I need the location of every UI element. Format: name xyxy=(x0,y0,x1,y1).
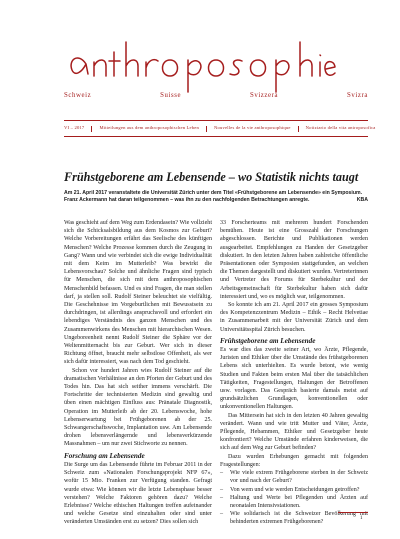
list-item: – Wie viele extrem Frühgeborene sterben in der Schweiz vor und nach der Geburt? xyxy=(220,469,368,485)
separator xyxy=(91,126,92,132)
article-lead xyxy=(64,190,368,204)
lead-initials: KBA xyxy=(356,197,368,204)
country-schweiz: Schweiz xyxy=(64,92,92,99)
section-heading: Forschung am Lebensende xyxy=(64,451,145,460)
question-list xyxy=(220,469,368,526)
issue-line xyxy=(64,125,376,133)
country-svizra: Svizra xyxy=(347,92,368,99)
article-title: Frühstgeborene am Lebensende – wo Statistik nichts taugt xyxy=(64,170,359,184)
anthroposophie-logo xyxy=(66,30,336,94)
paragraph: Was geschieht auf dem Weg zum Erdendasein? Wie vollzieht sich die Schicksalsbildung aus dem Kosmos zur Geburt? Welche Vorbereitungen erfährt das Seelische des künftigen Menschen? Welche Prozesse kommen durch die Zeugung in Gang? Wann und wie verbindet sich die ewige Individualität mit dem Keim im Mutterleib? Was bewirkt die Lebensvorschau? Solche und ähnliche Fragen sind typisch für Menschen, die sich mit dem anthroposophischen Menschenbild befassen. Und es sind Fragen, die man stellen darf, ja stellen soll. Rudolf Steiner beleuchtet sie vielfältig. Die Geschehnisse im Vorgeburtlichen mit Bewusstsein zu durchdringen, ist allerdings anspruchsvoll und erfordert ein lebendiges Verständnis des ganzen Menschen und des Zusammenwirkens des Menschen mit hierarchischen Wesen. Ungeboreenheit nennt Rudolf Steiner die Sphäre vor der Weltenmitternacht bis zur Geburt. Wer sich in dieser Richtung öffnet, braucht mehr selbstlose Offenheit, als wer sich dafür interessiert, was nach dem Tod geschieht. xyxy=(64,220,213,366)
separator xyxy=(298,126,299,132)
section-heading: Frühstgeborene am Lebensende xyxy=(220,336,316,345)
article-column-right xyxy=(220,219,368,526)
issue-line-german: Mitteilungen aus dem anthroposophischen Leben xyxy=(99,125,200,130)
paragraph: Die Surge um das Lebensende führte im Februar 2011 in der Schweiz zum «Nationalen Forschungsprojekt NFP 67», wofür 15 Mio. Franken zur Verfügung standen. Gefragt wurde etwa: Wie können wir die letzte Lebensphase besser verstehen? Welche Faktoren gehören dazu? Welche Erlebnisse? Welche ethischen Haltungen treffen aufeinander und welche Gesetze sind einzuhalten oder sind unter veränderten Umständen erst zu setzen? Dies sollen sich xyxy=(64,461,212,526)
separator xyxy=(206,126,207,132)
paragraph: Dazu wurden Erhebungen gemacht mit folgenden Fragestellungen: xyxy=(220,453,368,468)
masthead-divider-bottom xyxy=(64,136,368,137)
paragraph: So konnte ich am 21. April 2017 ein grosses Symposium des Kompetenzzentrum Medizin – Ethik – Recht Helvetiae in Zusammenarbeit mit der Universität Zürich und dem Universitätsspital Zürich besuchen. xyxy=(220,302,368,333)
list-item: – Von wem und wie werden Entscheidungen getroffen? xyxy=(220,486,368,494)
masthead-divider-top xyxy=(64,120,368,121)
list-item: – Wie solidarisch ist die Schweizer Bevölkerung mit behinderten extremen Frühgeborenen? xyxy=(220,510,368,526)
article-column-left xyxy=(64,219,213,526)
paragraph: Schon vor hundert Jahren wies Rudolf Steiner auf die dramatischen Verhältnisse an den Pforten der Geburt und des Todes hin. Das hat sich seither immens verschärft. Die Fortschritte der technisierten Medizin sind gewaltig und üben einen mächtigen Einfluss aus: Pränatale Diagnostik, Operation im Mutterleib ab der 20. Lebenswoche, hohe Lebenserwartung bei Frühgeborenen ab der 25. Schwangerschaftswoche, Implantation usw. Am Lebensende drohen lebensverlängernde und lebensverkürzende Massnahmen – um nur zwei Stichworte zu nennen. xyxy=(64,367,212,448)
paragraph: Das Mittersein hat sich in den letzten 40 Jahren gewaltig verändert. Wann und wie tritt Mutter und Väter, Ärzte, Pflegende, Hebammen, Ethiker und Gesetzgeber heute konfrontiert? Welche Umstände erfahren kinderweisen, die sich auf dem Weg zur Geburt befinden? xyxy=(220,412,368,452)
page-number: 1 xyxy=(360,516,363,521)
list-item: – Haltung und Werte bei Pflegenden und Ärzten auf neonatalen Intensivstationen. xyxy=(220,494,368,510)
footer-rule xyxy=(338,512,368,513)
issue-line-french: Nouvelles de la vie anthroposophique xyxy=(214,125,291,130)
country-suisse: Suisse xyxy=(160,92,182,99)
issue-line-italian: Notiziario della vita antroposofica xyxy=(305,125,376,130)
paragraph: Es war dies das zweite seiner Art, wo Ärzte, Pflegende, Juristen und Ethiker über die Umstände des frühstgeborenen Lebens sich unterhielten. Es wurde betont, wie wenig Studien und Fakten beim ersten Mal über die tatsächlichen Tätigkeiten, Fragestellungen, Haltungen der Betroffenen usw. vorlagen. Das Gespräch basierte damals meist auf grundsätzlichen Grundlagen, konventionellen oder unkonventionellen Haltungen. xyxy=(220,347,368,411)
issue-number: VI – 2017 xyxy=(64,125,85,130)
lead-text: Am 21. April 2017 veranstaltete die Universität Zürich unter dem Titel «Frühstgeborene am Lebensende» ein Symposium. Franz Ackermann hat daran teilgenommen – was ihn zu den nachfolgenden Betrachtungen anregte. xyxy=(64,190,363,204)
country-svizzera: Svizzera xyxy=(249,92,279,99)
logo-script xyxy=(66,30,336,94)
country-names xyxy=(64,92,368,104)
masthead xyxy=(0,0,400,118)
paragraph: 33 Forscherteams mit mehreren hundert Forschenden bemühen. Heute ist eine Grosszahl der Forschungen abgeschlossen. Berichte und Publikationen werden ausgearbeitet. Empfehlungen zu Handen der Gesetzgeber diskutiert. In den letzten Jahren haben zahlreiche öffentliche Präsentationen oder Symposien stattgefunden, an welchen die Themen dargestellt und diskutiert wurden. Vertreterinnen und Vertreter des Forums für Sterbekultur und der Arbeitsgemeinschaft für Sterbekultur haben sich dafür interessiert und, wo es möglich war, teilgenommen. xyxy=(220,220,368,300)
